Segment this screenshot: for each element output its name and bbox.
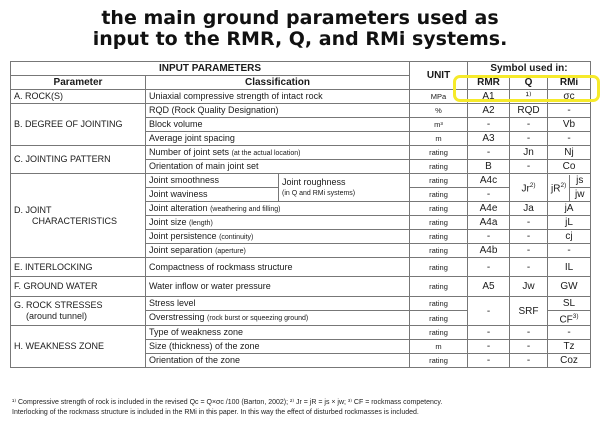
classification-note: (continuity) bbox=[219, 233, 254, 241]
rmr-cell: A3 bbox=[468, 132, 510, 146]
table-row bbox=[11, 90, 591, 104]
classification-note: (aperture) bbox=[215, 247, 246, 255]
classification-text: Joint size bbox=[149, 216, 187, 227]
q-cell: - bbox=[510, 326, 548, 340]
classification-cell bbox=[146, 146, 410, 160]
rmi-cell: IL bbox=[548, 258, 591, 277]
rmi-cell: σc bbox=[548, 90, 591, 104]
footnote-line-1: ¹⁾ Compressive strength of rock is included in the revised Qc = Q×σc /100 (Barton, 2002); ²⁾ Jr = jR = js × jw; ³⁾ CF = rockmass competency. bbox=[12, 399, 443, 406]
unit-cell: rating bbox=[410, 202, 468, 216]
unit-cell: MPa bbox=[410, 90, 468, 104]
unit-cell: rating bbox=[410, 326, 468, 340]
slide-title bbox=[0, 8, 600, 50]
rmr-cell: - bbox=[468, 146, 510, 160]
unit-cell: % bbox=[410, 104, 468, 118]
unit-cell: m bbox=[410, 132, 468, 146]
table-row bbox=[11, 258, 591, 277]
rmr-cell: A4e bbox=[468, 202, 510, 216]
rmi-cell: - bbox=[548, 244, 591, 258]
footnote bbox=[12, 398, 590, 418]
classification-text: Overstressing bbox=[149, 312, 205, 323]
classification-cell: Size (thickness) of the zone bbox=[146, 340, 410, 354]
q-cell: - bbox=[510, 118, 548, 132]
footnote-line-2: Interlocking of the rockmass structure is included in the RMi in this paper. In this way the effect of disturbed rockmasses is included. bbox=[12, 409, 419, 416]
rmi-cell: Co bbox=[548, 160, 591, 174]
table-row bbox=[11, 174, 591, 188]
rmi-cell: GW bbox=[548, 277, 591, 297]
q-cell: Jw bbox=[510, 277, 548, 297]
classification-note: (length) bbox=[189, 219, 213, 227]
rmr-cell: A4b bbox=[468, 244, 510, 258]
param-cell: H. WEAKNESS ZONE bbox=[11, 326, 146, 368]
rmi-header: RMi bbox=[548, 76, 591, 90]
rmi-cell: Nj bbox=[548, 146, 591, 160]
jw-cell: jw bbox=[575, 188, 585, 200]
param-line: CHARACTERISTICS bbox=[32, 215, 118, 226]
q-cell: ¹⁾ bbox=[510, 90, 548, 104]
classification-cell bbox=[146, 216, 410, 230]
q-cell: - bbox=[510, 258, 548, 277]
unit-cell: rating bbox=[410, 174, 468, 188]
rmi-cell: Coz bbox=[548, 354, 591, 368]
rmr-cell: - bbox=[468, 297, 510, 326]
rmi-split-row bbox=[548, 175, 590, 188]
jr-rmi-cell bbox=[548, 175, 569, 201]
q-cell: - bbox=[510, 230, 548, 244]
rmi-cell: - bbox=[548, 326, 591, 340]
classification-text: Joint persistence bbox=[149, 230, 217, 241]
param-cell: C. JOINTING PATTERN bbox=[11, 146, 146, 174]
q-cell: - bbox=[510, 216, 548, 230]
rmi-cell: SL bbox=[548, 297, 591, 311]
parameter-header: Parameter bbox=[11, 76, 146, 90]
classification-cell: RQD (Rock Quality Designation) bbox=[146, 104, 410, 118]
q-cell: - bbox=[510, 244, 548, 258]
param-cell bbox=[11, 174, 146, 258]
classification-cell: Block volume bbox=[146, 118, 410, 132]
q-cell: Ja bbox=[510, 202, 548, 216]
jr-rmi-footnote-mark: 2) bbox=[560, 182, 567, 190]
header-row-1 bbox=[11, 62, 591, 76]
symbol-used-header: Symbol used in: bbox=[468, 62, 591, 76]
q-cell: - bbox=[510, 132, 548, 146]
classification-cell: Joint waviness bbox=[146, 188, 279, 202]
q-cell: Jn bbox=[510, 146, 548, 160]
joint-roughness-label: Joint roughness bbox=[282, 176, 346, 187]
cf-symbol: CF bbox=[559, 314, 573, 326]
q-cell: - bbox=[510, 354, 548, 368]
unit-cell: rating bbox=[410, 146, 468, 160]
param-line: (around tunnel) bbox=[26, 311, 88, 322]
rmr-cell: A4a bbox=[468, 216, 510, 230]
classification-cell: Joint smoothness bbox=[146, 174, 279, 188]
classification-cell bbox=[146, 311, 410, 326]
classification-cell: Average joint spacing bbox=[146, 132, 410, 146]
classification-note: (weathering and filling) bbox=[210, 205, 281, 213]
js-cell: js bbox=[569, 175, 590, 188]
q-cell bbox=[510, 174, 548, 202]
param-cell: E. INTERLOCKING bbox=[11, 258, 146, 277]
unit-cell: rating bbox=[410, 188, 468, 202]
joint-roughness-note: (in Q and RMi systems) bbox=[282, 189, 356, 197]
unit-cell: rating bbox=[410, 258, 468, 277]
q-header: Q bbox=[510, 76, 548, 90]
rmr-cell: B bbox=[468, 160, 510, 174]
jr-footnote-mark: 2) bbox=[529, 182, 536, 190]
rmi-split-table bbox=[548, 175, 590, 201]
rmr-cell: - bbox=[468, 354, 510, 368]
classification-cell: Orientation of main joint set bbox=[146, 160, 410, 174]
param-cell: B. DEGREE OF JOINTING bbox=[11, 104, 146, 146]
param-cell: F. GROUND WATER bbox=[11, 277, 146, 297]
unit-cell: rating bbox=[410, 230, 468, 244]
table-row bbox=[11, 146, 591, 160]
classification-header: Classification bbox=[146, 76, 410, 90]
rmr-cell: - bbox=[468, 258, 510, 277]
classification-text: Joint separation bbox=[149, 244, 213, 255]
classification-cell bbox=[146, 202, 410, 216]
param-line: D. JOINT bbox=[14, 204, 52, 215]
input-parameters-header: INPUT PARAMETERS bbox=[11, 62, 410, 76]
table-row bbox=[11, 104, 591, 118]
unit-header: UNIT bbox=[410, 62, 468, 90]
jr-rmi-symbol: jR bbox=[551, 183, 561, 195]
param-cell bbox=[11, 297, 146, 326]
rmr-cell: - bbox=[468, 340, 510, 354]
rmi-cell: Tz bbox=[548, 340, 591, 354]
classification-cell: Water inflow or water pressure bbox=[146, 277, 410, 297]
rmi-cell: Vb bbox=[548, 118, 591, 132]
rmr-cell: A2 bbox=[468, 104, 510, 118]
joint-roughness-cell bbox=[279, 174, 410, 202]
param-line: G. ROCK STRESSES bbox=[14, 300, 103, 311]
q-cell: SRF bbox=[510, 297, 548, 326]
rmi-cell: - bbox=[548, 104, 591, 118]
q-cell: RQD bbox=[510, 104, 548, 118]
classification-cell bbox=[146, 230, 410, 244]
classification-cell: Uniaxial compressive strength of intact rock bbox=[146, 90, 410, 104]
rmr-cell: - bbox=[468, 326, 510, 340]
rmr-cell: - bbox=[468, 188, 510, 202]
unit-cell: rating bbox=[410, 354, 468, 368]
title-line-1: the main ground parameters used as bbox=[101, 7, 499, 29]
unit-cell: rating bbox=[410, 216, 468, 230]
table-row bbox=[11, 297, 591, 311]
q-cell: - bbox=[510, 160, 548, 174]
classification-note: (at the actual location) bbox=[231, 149, 301, 157]
parameters-table bbox=[10, 61, 591, 368]
q-cell: - bbox=[510, 340, 548, 354]
header-row-2 bbox=[11, 76, 591, 90]
unit-cell: rating bbox=[410, 244, 468, 258]
classification-cell: Orientation of the zone bbox=[146, 354, 410, 368]
rmi-cell bbox=[548, 311, 591, 326]
title-line-2: input to the RMR, Q, and RMi systems. bbox=[92, 28, 508, 50]
unit-cell: m bbox=[410, 340, 468, 354]
unit-cell: rating bbox=[410, 277, 468, 297]
table-row bbox=[11, 277, 591, 297]
rmi-cell: jA bbox=[548, 202, 591, 216]
rmr-cell: - bbox=[468, 118, 510, 132]
jr-symbol: Jr bbox=[521, 183, 530, 195]
unit-cell: rating bbox=[410, 311, 468, 326]
classification-text: Number of joint sets bbox=[149, 146, 230, 157]
rmi-cell: cj bbox=[548, 230, 591, 244]
classification-text: Joint alteration bbox=[149, 202, 208, 213]
rmr-cell: - bbox=[468, 230, 510, 244]
table-row bbox=[11, 326, 591, 340]
rmi-split-cell bbox=[548, 174, 591, 202]
classification-cell: Type of weakness zone bbox=[146, 326, 410, 340]
unit-cell: m³ bbox=[410, 118, 468, 132]
rmr-cell: A5 bbox=[468, 277, 510, 297]
classification-cell: Stress level bbox=[146, 297, 410, 311]
classification-cell: Compactness of rockmass structure bbox=[146, 258, 410, 277]
cf-footnote-mark: 3) bbox=[572, 313, 579, 320]
rmr-cell: A4c bbox=[468, 174, 510, 188]
classification-note: (rock burst or squeezing ground) bbox=[207, 315, 309, 323]
rmr-header: RMR bbox=[468, 76, 510, 90]
param-cell: A. ROCK(S) bbox=[11, 90, 146, 104]
unit-cell: rating bbox=[410, 297, 468, 311]
rmi-cell: - bbox=[548, 132, 591, 146]
rmi-cell: jL bbox=[548, 216, 591, 230]
classification-cell bbox=[146, 244, 410, 258]
rmr-cell: A1 bbox=[468, 90, 510, 104]
unit-cell: rating bbox=[410, 160, 468, 174]
